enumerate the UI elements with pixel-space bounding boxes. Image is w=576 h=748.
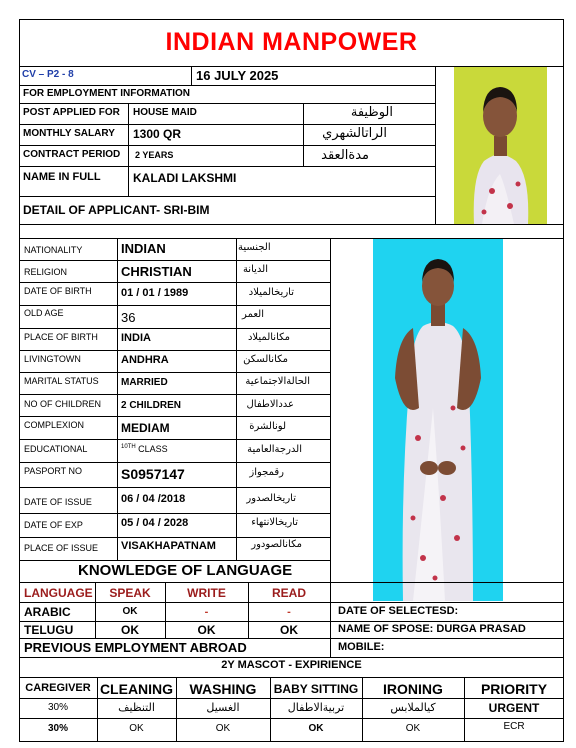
post-arabic: الوظيفة [350, 105, 393, 120]
skill-value-washing: OK [215, 723, 231, 734]
religion-value: CHRISTIAN [121, 264, 192, 279]
skill-value-ironing: OK [405, 723, 421, 734]
children-value: 2 CHILDREN [121, 400, 182, 411]
detail-of-applicant-label: DETAIL OF APPLICANT- SRI-BIM [23, 203, 210, 217]
experience-text: 2Y MASCOT - EXPIRIENCE [221, 659, 362, 671]
pob-value: INDIA [121, 332, 151, 344]
skill-header-priority: PRIORITY [480, 681, 548, 697]
passport-value: S0957147 [121, 466, 185, 482]
complexion-label: COMPLEXION [24, 420, 85, 430]
age-label: OLD AGE [24, 308, 64, 318]
mobile-label: MOBILE: [338, 641, 385, 653]
complexion-value: MEDIAM [121, 421, 170, 435]
priority-value: URGENT [488, 701, 540, 715]
language-header-speak: SPEAK [109, 586, 151, 600]
dob-value: 01 / 01 / 1989 [121, 287, 189, 299]
skill-value-priority: ECR [503, 721, 525, 732]
passport-arabic: رقمجواز [249, 467, 284, 478]
salary-value: 1300 QR [133, 127, 182, 141]
religion-label: RELIGION [24, 267, 68, 277]
marital-label: MARITAL STATUS [24, 376, 99, 386]
skill-header-cleaning: CLEANING [99, 681, 174, 697]
contract-value: 2 YEARS [135, 150, 174, 160]
skill-header-baby-sitting: BABY SITTING [273, 682, 359, 696]
skill-header-ironing: IRONING [383, 681, 443, 697]
dob-label: DATE OF BIRTH [24, 286, 92, 296]
children-label: NO OF CHILDREN [24, 399, 102, 409]
applicant-portrait-photo [454, 66, 547, 224]
education-grade: 10TH [121, 444, 136, 450]
expiry-date-arabic: تاريخالانتهاء [251, 517, 298, 528]
skill-value-cleaning: OK [129, 723, 144, 734]
nationality-value: INDIAN [121, 241, 166, 256]
issue-date-value: 06 / 04 /2018 [121, 493, 186, 505]
language-row-lang: TELUGU [24, 623, 74, 637]
passport-label: PASPORT NO [24, 466, 83, 476]
town-value: ANDHRA [121, 354, 169, 366]
expiry-date-value: 05 / 04 / 2028 [121, 517, 189, 529]
skill-arabic-washing: الغسيل [206, 701, 240, 714]
skill-value-baby-sitting: OK [308, 723, 324, 734]
pob-label: PLACE OF BIRTH [24, 332, 98, 342]
post-value: HOUSE MAID [133, 107, 197, 118]
language-row-write: - [204, 606, 209, 618]
complexion-arabic: لونالشرة [249, 421, 286, 432]
issue-date-arabic: تاريخالصدور [246, 493, 296, 504]
language-header-read: READ [271, 586, 306, 600]
cv-date: 16 JULY 2025 [196, 68, 279, 83]
salary-arabic: الراتالشهري [322, 126, 387, 141]
contract-arabic: مدةالعقد [321, 148, 369, 163]
language-row-write: OK [197, 623, 216, 637]
education-arabic: الدرجةالعامية [247, 444, 302, 455]
education-value [121, 444, 168, 454]
name-value: KALADI LAKSHMI [133, 171, 237, 185]
issue-date-label: DATE OF ISSUE [24, 497, 92, 507]
language-header-language: LANGUAGE [24, 586, 93, 600]
nationality-label: NATIONALITY [24, 245, 83, 255]
skill-header-washing: WASHING [189, 681, 257, 697]
page-title: INDIAN MANPOWER [165, 28, 418, 56]
skill-arabic-baby-sitting: تربيةالاطفال [287, 701, 345, 714]
age-arabic: العمر [242, 309, 264, 320]
language-row-speak: OK [121, 623, 139, 637]
contract-label: CONTRACT PERIOD [23, 149, 121, 160]
language-section-title: KNOWLEDGE OF LANGUAGE [78, 562, 293, 579]
issue-place-label: PLACE OF ISSUE [24, 543, 99, 553]
applicant-full-length-photo [373, 238, 503, 601]
cv-reference: CV – P2 - 8 [22, 69, 74, 80]
skill-arabic-ironing: كيالملابس [390, 701, 436, 714]
town-arabic: مكانالسكن [243, 354, 288, 365]
name-label: NAME IN FULL [23, 171, 101, 183]
language-row-lang: ARABIC [24, 605, 71, 619]
salary-label: MONTHLY SALARY [23, 128, 115, 139]
issue-place-value: VISAKHAPATNAM [121, 540, 216, 552]
skill-value-caregiver: 30% [47, 723, 68, 734]
employment-section-label: FOR EMPLOYMENT INFORMATION [23, 88, 191, 99]
pob-arabic: مكانالميلاد [247, 332, 290, 343]
previous-employment-title: PREVIOUS EMPLOYMENT ABROAD [24, 640, 247, 655]
post-label: POST APPLIED FOR [23, 107, 120, 118]
marital-arabic: الحالةالاجتماعية [245, 376, 310, 387]
skill-header-caregiver: CAREGIVER [25, 682, 91, 694]
language-header-write: WRITE [187, 586, 226, 600]
skill-arabic-cleaning: التنظيف [118, 701, 155, 714]
children-arabic: عددالاطفال [246, 399, 294, 410]
town-label: LIVINGTOWN [24, 354, 81, 364]
age-value: 36 [121, 310, 136, 325]
education-class: CLASS [135, 444, 168, 454]
skill-arabic-caregiver: 30% [47, 702, 68, 713]
marital-value: MARRIED [121, 377, 168, 388]
issue-place-arabic: مكانالصودور [251, 539, 302, 550]
religion-arabic: الديانة [242, 264, 268, 275]
date-of-selection-label: DATE OF SELECTESD: [338, 605, 459, 617]
dob-arabic: تاريخالميلاد [248, 287, 294, 298]
language-row-speak: OK [122, 606, 138, 617]
language-row-read: - [287, 606, 291, 618]
expiry-date-label: DATE OF EXP [24, 520, 83, 530]
language-row-read: OK [280, 623, 298, 637]
spouse-name-label: NAME OF SPOSE: DURGA PRASAD [338, 623, 526, 635]
nationality-arabic: الجنسية [238, 242, 271, 253]
education-label: EDUCATIONAL [24, 444, 88, 454]
